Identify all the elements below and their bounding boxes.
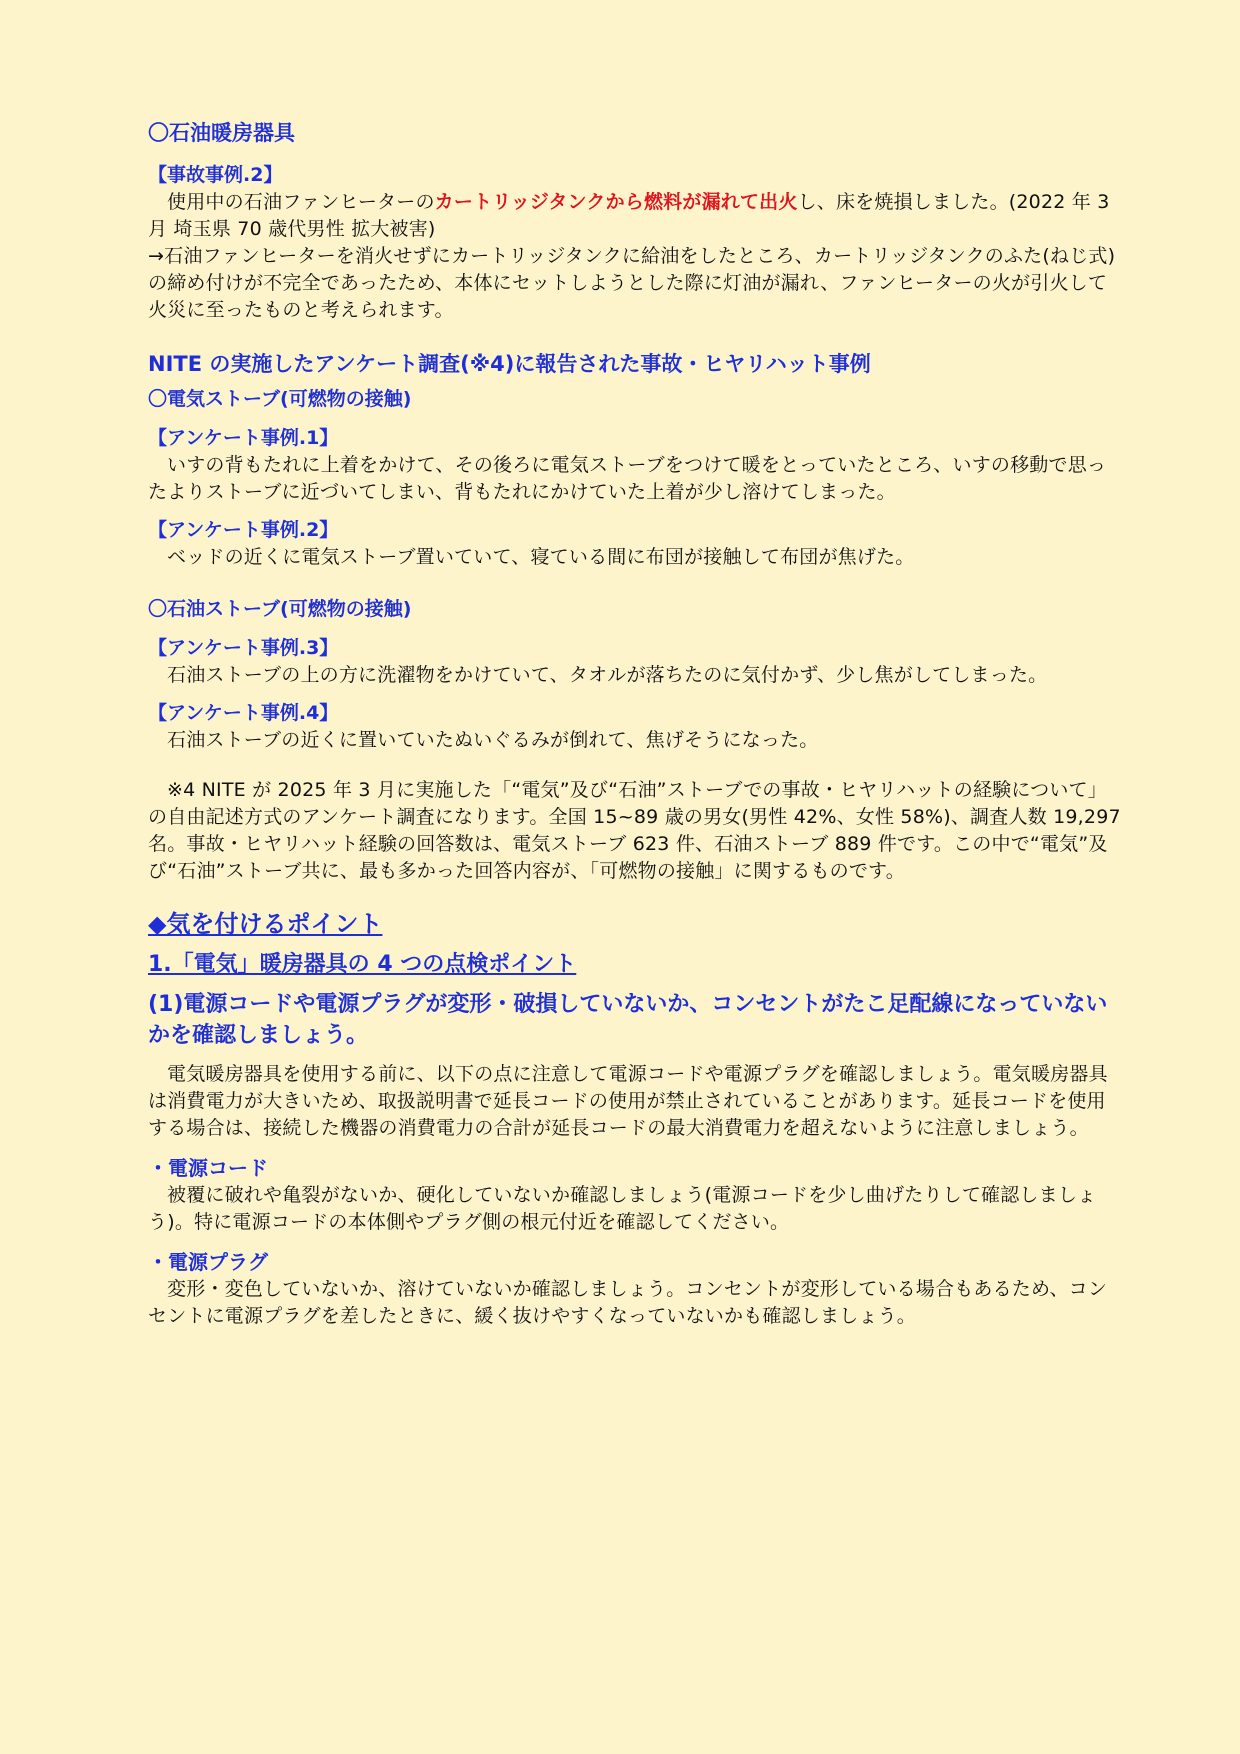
accident-case-2-highlight: カートリッジタンクから燃料が漏れて出火	[434, 191, 798, 213]
survey-case-4-label: 【アンケート事例.4】	[148, 702, 339, 724]
points-heading: ◆気を付けるポイント	[148, 910, 383, 938]
electric-check-points-heading: 1.「電気」暖房器具の 4 つの点検ポイント	[148, 952, 577, 977]
check-1-text: 電気暖房器具を使用する前に、以下の点に注意して電源コードや電源プラグを確認しましょう。電気暖房器具は消費電力が大きいため、取扱説明書で延長コードの使用が禁止されていることがあります。延長コードを使用する場合は、接続した機器の消費電力の合計が延長コードの最大消費電力を超えないように注意しましょう。	[148, 1063, 1108, 1139]
accident-case-2-text	[148, 189, 1123, 243]
survey-case-2-label: 【アンケート事例.2】	[148, 519, 339, 541]
survey-section-heading: NITE の実施したアンケート調査(※4)に報告された事故・ヒヤリハット事例	[148, 352, 871, 376]
power-cord-label: ・電源コード	[148, 1156, 268, 1180]
survey-case-3-text: 石油ストーブの上の方に洗濯物をかけていて、タオルが落ちたのに気付かず、少し焦がしてしまった。	[167, 664, 1048, 686]
footnote-4: ※4 NITE が 2025 年 3 月に実施した「“電気”及び“石油”ストーブでの事故・ヒヤリハットの経験について」の自由記述方式のアンケート調査になります。全国 15~89 歳の男女(男性 42%、女性 58%)、調査人数 19,297 名。事故・ヒヤリハット経験の回答数は、電気ストーブ 623 件、石油ストーブ 889 件です。この中で“電気”及び“石油”ストーブ共に、最も多かった回答内容が、「可燃物の接触」に関するものです。	[148, 779, 1121, 882]
accident-case-2-pre: 使用中の石油ファンヒーターの	[167, 191, 435, 213]
survey-case-2-text: ベッドの近くに電気ストーブ置いていて、寝ている間に布団が接触して布団が焦げた。	[167, 546, 915, 568]
content	[148, 118, 1123, 1330]
power-cord-text: 被覆に破れや亀裂がないか、硬化していないか確認しましょう(電源コードを少し曲げたりして確認しましょう)。特に電源コードの本体側やプラグ側の根元付近を確認してください。	[148, 1184, 1097, 1233]
accident-case-2-post: し、床を焼損しました。(2022 年 3 月 埼玉県 70 歳代男性 拡大被害)	[148, 191, 1110, 240]
power-plug-label: ・電源プラグ	[148, 1250, 268, 1274]
survey-case-3-label: 【アンケート事例.3】	[148, 637, 339, 659]
section-heading-kerosene-heater: 〇石油暖房器具	[148, 121, 295, 145]
section-heading-electric-stove: 〇電気ストーブ(可燃物の接触)	[148, 388, 412, 410]
accident-case-2-cause: →石油ファンヒーターを消火せずにカートリッジタンクに給油をしたところ、カートリッジタンクのふた(ねじ式)の締め付けが不完全であったため、本体にセットしようとした際に灯油が漏れ、ファンヒーターの火が引火して火災に至ったものと考えられます。	[148, 245, 1116, 321]
survey-case-1-label: 【アンケート事例.1】	[148, 427, 339, 449]
survey-case-4-text: 石油ストーブの近くに置いていたぬいぐるみが倒れて、焦げそうになった。	[167, 729, 819, 751]
check-1-heading: (1)電源コードや電源プラグが変形・破損していないか、コンセントがたこ足配線になっていないかを確認しましょう。	[148, 992, 1108, 1048]
section-heading-kerosene-stove: 〇石油ストーブ(可燃物の接触)	[148, 598, 412, 620]
survey-case-1-text: いすの背もたれに上着をかけて、その後ろに電気ストーブをつけて暖をとっていたところ、いすの移動で思ったよりストーブに近づいてしまい、背もたれにかけていた上着が少し溶けてしまった。	[148, 454, 1107, 503]
power-plug-text: 変形・変色していないか、溶けていないか確認しましょう。コンセントが変形している場合もあるため、コンセントに電源プラグを差したときに、緩く抜けやすくなっていないかも確認しましょう。	[148, 1278, 1108, 1327]
accident-case-2-label: 【事故事例.2】	[148, 164, 283, 186]
